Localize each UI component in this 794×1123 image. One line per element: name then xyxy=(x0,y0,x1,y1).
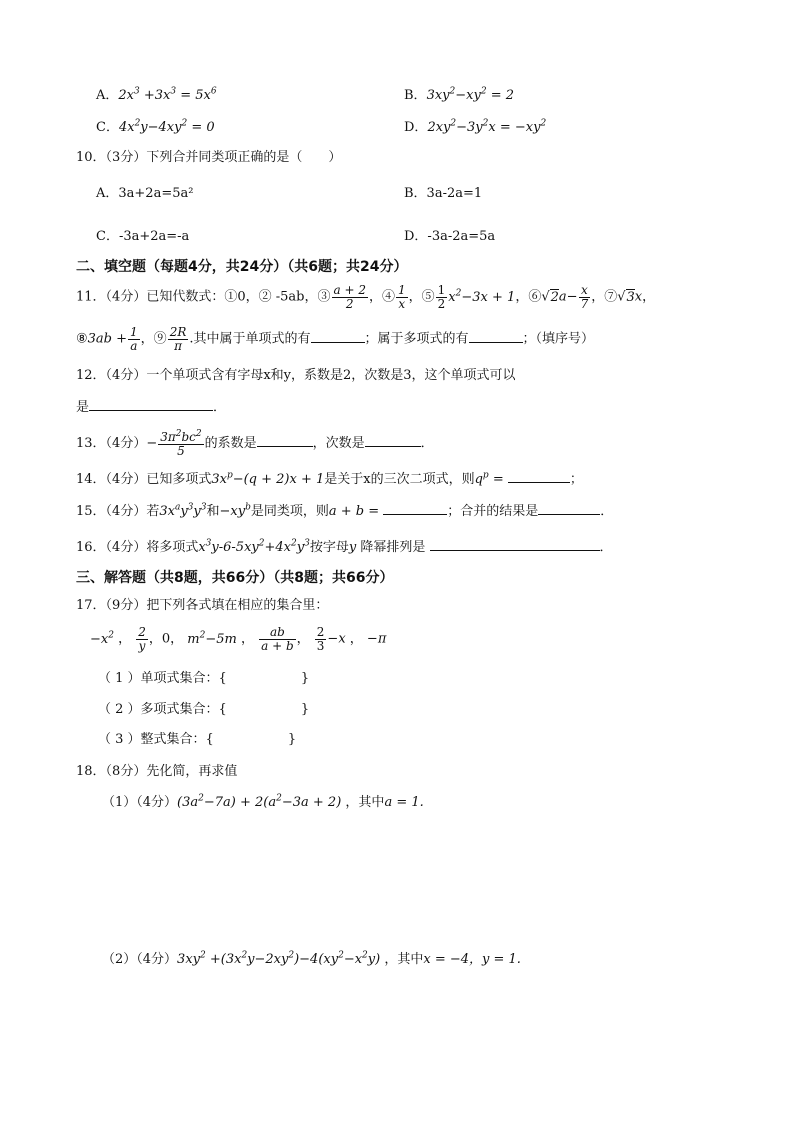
section-3-title: 三、解答题（共8题，共66分）（共8题；共66分） xyxy=(76,570,394,586)
q17-expressions: $-x^2$ ， $\frac{2}{y}$ ，0， $m^2-5m$ ， $\frac{ab}{a + b}$ ， $\frac{2}{3}$ −x ， −π xyxy=(90,625,387,653)
q17-stem: 17．（9分）把下列各式填在相应的集合里： xyxy=(76,598,329,613)
q10-stem: 10．（3分）下列合并同类项正确的是（ ） xyxy=(76,150,342,165)
q14: 14．（4分）已知多项式$3x^p-(q + 2)x + 1$是关于x的三次二项式，则$q^p$ = ； xyxy=(76,470,583,487)
q9-option-b: B．$3xy^2-xy^2 = 2$ xyxy=(404,86,514,103)
q12-line1: 12．（4分）一个单项式含有字母x和y，系数是2，次数是3，这个单项式可以 xyxy=(76,368,516,383)
q10-option-b: B．3a-2a=1 xyxy=(404,186,483,201)
q17-set-integral: （ 3 ）整式集合：{ } xyxy=(98,732,297,747)
q15: 15．（4分）若$3x^ay^3y^3$和$-xy^b$是同类项，则a + b = ；合并的结果是 ． xyxy=(76,502,614,519)
q18-part2: （2）（4分）$3xy^2 +(3x^2y-2xy^2)-4(xy^2-x^2y)$ ，其中x = −4，y = 1. xyxy=(102,950,521,967)
q11-line1: 11．（4分）已知代数式：①0，② -5ab，③ $\frac{a + 2}{2}$ ，④ $\frac{1}{x}$ ，⑤ $\frac{1}{2}$ $x^2-3x + 1$，⑥√2a− $\frac{x}{7}$ ，⑦√3x， xyxy=(76,283,656,311)
q10-option-d: D．-3a-2a=5a xyxy=(404,229,496,244)
q9-option-a: A．$2x^3 +3x^3 = 5x^6$ xyxy=(96,86,217,103)
section-2-title: 二、填空题（每题4分，共24分）（共6题；共24分） xyxy=(76,259,408,275)
q17-set-polynomial: （ 2 ）多项式集合：{ } xyxy=(98,702,310,717)
q9-option-d: D．$2xy^2-3y^2x = -xy^2$ xyxy=(404,118,547,135)
q11-line2: ⑧3ab + $\frac{1}{a}$ ，⑨ $\frac{2R}{\pi}$ .其中属于单项式的有 ；属于多项式的有 ；（填序号） xyxy=(76,325,595,353)
q18-part1: （1）（4分）$(3a^2-7a) + 2(a^2-3a + 2)$ ，其中a = 1. xyxy=(102,793,424,810)
q17-set-monomial: （ 1 ）单项式集合：{ } xyxy=(98,671,310,686)
q12-line2: 是 ． xyxy=(76,400,227,415)
q10-option-a: A．3a+2a=5a² xyxy=(96,186,194,201)
q16: 16．（4分）将多项式$x^3y-6-5xy^2+4x^2y^3$按字母y 降幂排列是 ． xyxy=(76,538,613,555)
q10-option-c: C．-3a+2a=-a xyxy=(96,229,190,244)
q9-option-c: C．$4x^2y-4xy^2 = 0$ xyxy=(96,118,215,135)
q13: 13．（4分）− $\frac{3\pi^2bc^2}{5}$ 的系数是 ，次数是 ． xyxy=(76,429,434,458)
q18-stem: 18．（8分）先化简，再求值 xyxy=(76,764,238,779)
